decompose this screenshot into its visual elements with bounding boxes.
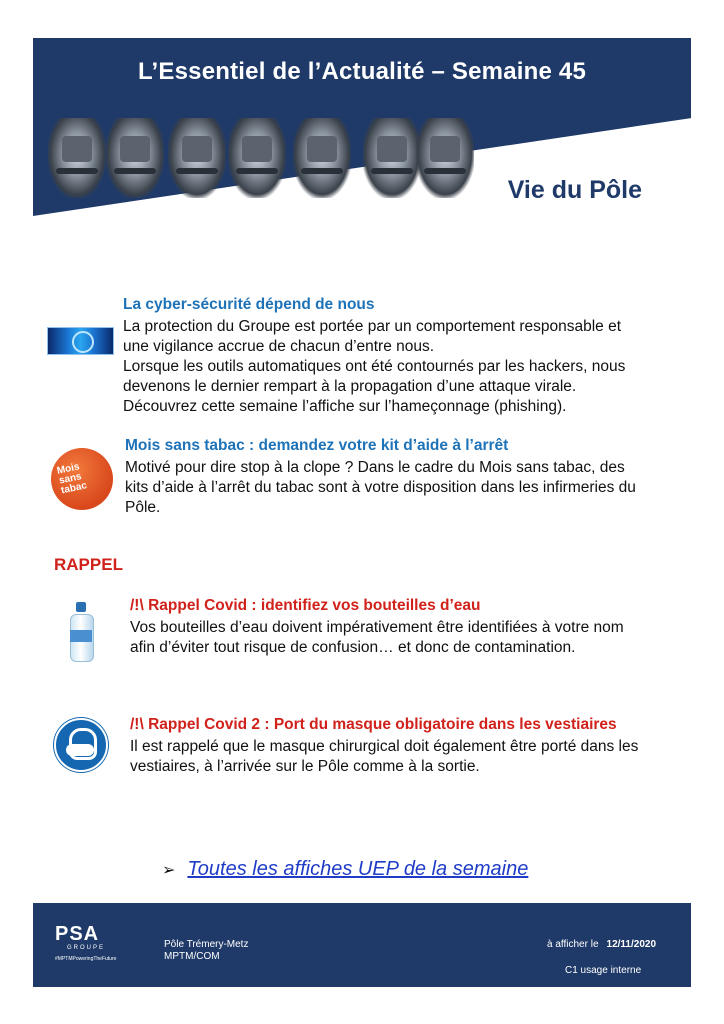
water-bottle-icon [66, 600, 96, 662]
affiches-link[interactable]: Toutes les affiches UEP de la semaine [187, 858, 529, 880]
logo-subtext: GROUPE [67, 945, 106, 951]
body-line: Pôle. [125, 499, 161, 516]
item-body [123, 317, 625, 417]
site-name: Pôle Trémery-Metz [164, 939, 249, 950]
rappel-heading: RAPPEL [54, 555, 123, 574]
item-title: Mois sans tabac : demandez votre kit d’aide à l’arrêt [125, 437, 509, 454]
engine-image [48, 118, 106, 198]
site-dept: MPTM/COM [164, 951, 220, 962]
rappel-body [130, 618, 624, 658]
engine-image [106, 118, 164, 198]
face-mask-icon [54, 718, 108, 772]
body-line: une vigilance accrue de chacun d’entre nous. [123, 338, 435, 355]
rappel-body [130, 737, 638, 777]
footer-site [164, 939, 248, 963]
body-line: Lorsque les outils automatiques ont été contournés par les hackers, nous [123, 358, 626, 375]
engine-images [48, 118, 458, 200]
link-row [162, 858, 528, 881]
engine-image [363, 118, 421, 198]
page-title: L’Essentiel de l’Actualité – Semaine 45 [138, 58, 586, 85]
section-title: Vie du Pôle [507, 176, 642, 204]
item-title: La cyber-sécurité dépend de nous [123, 296, 375, 313]
logo-tagline: #MPTMPoweringTheFuture [55, 956, 117, 962]
body-line: Motivé pour dire stop à la clope ? Dans le cadre du Mois sans tabac, des [125, 459, 625, 476]
date-label: à afficher le [547, 939, 599, 950]
date-value: 12/11/2020 [606, 939, 657, 950]
body-line: devenons le dernier rempart à la propagation d’une attaque virale. [123, 378, 577, 395]
body-line: Vos bouteilles d’eau doivent impérativement être identifiées à votre nom [130, 619, 624, 636]
engine-image [168, 118, 226, 198]
rappel-title: /!\ Rappel Covid 2 : Port du masque obligatoire dans les vestiaires [130, 716, 617, 733]
body-line: kits d’aide à l’arrêt du tabac sont à votre disposition dans les infirmeries du [125, 479, 636, 496]
footer [33, 903, 691, 987]
engine-image [416, 118, 474, 198]
engine-image [228, 118, 286, 198]
psa-logo [55, 923, 125, 962]
mois-sans-tabac-icon [51, 448, 113, 510]
body-line: afin d’éviter tout risque de confusion… et donc de contamination. [130, 639, 576, 656]
body-line: Découvrez cette semaine l’affiche sur l’hameçonnage (phishing). [123, 398, 567, 415]
engine-image [293, 118, 351, 198]
rappel-title: /!\ Rappel Covid : identifiez vos bouteilles d’eau [130, 597, 481, 614]
arrow-bullet-icon: ➢ [162, 862, 176, 879]
item-body [125, 458, 636, 518]
icon-text: Mois sans tabac [55, 461, 88, 497]
footer-date [547, 939, 656, 950]
logo-text: PSA [55, 923, 100, 945]
classification-label: C1 usage interne [565, 965, 642, 976]
body-line: Il est rappelé que le masque chirurgical doit également être porté dans les [130, 738, 639, 755]
body-line: La protection du Groupe est portée par un comportement responsable et [123, 318, 622, 335]
cyber-security-icon [47, 327, 114, 355]
body-line: vestiaires, à l’arrivée sur le Pôle comme à la sortie. [130, 758, 480, 775]
